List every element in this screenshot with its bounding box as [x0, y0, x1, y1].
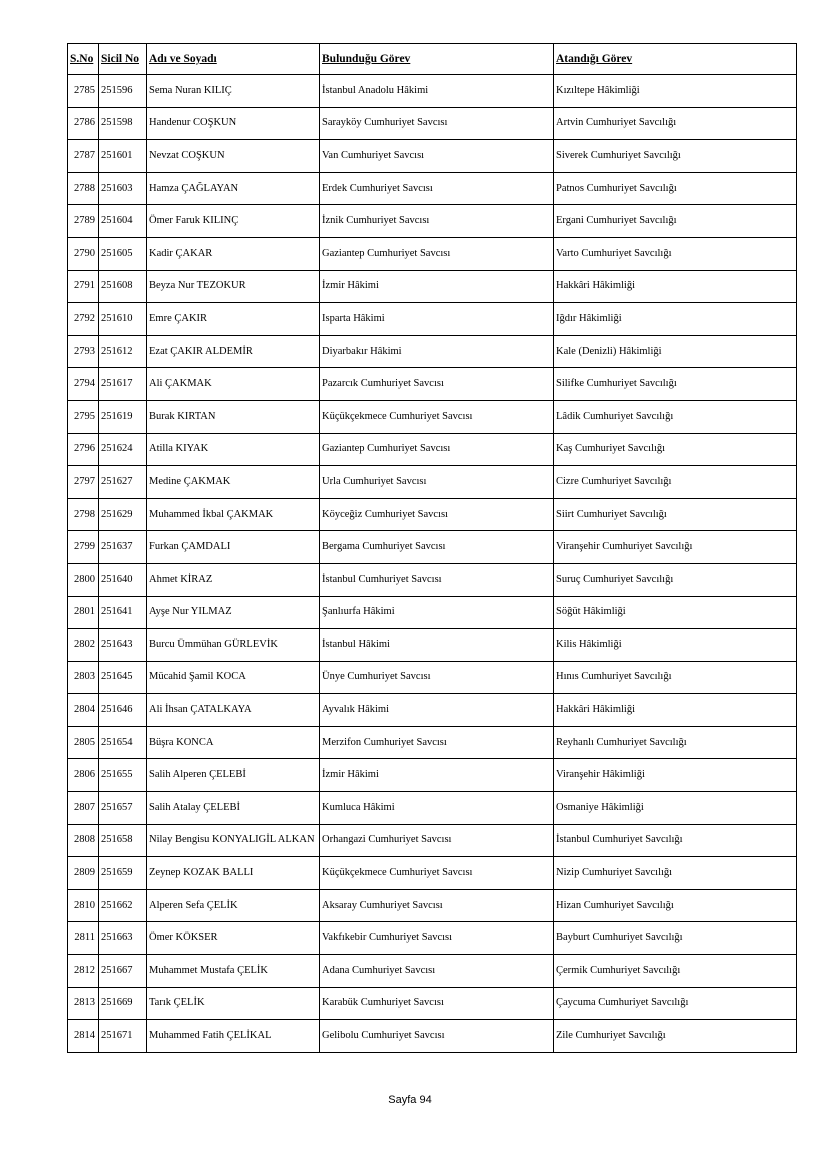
cell-name: Muhammet Mustafa ÇELİK: [147, 955, 320, 988]
cell-name: Ömer Faruk KILINÇ: [147, 205, 320, 238]
cell-sicil-no: 251617: [99, 368, 147, 401]
table-row: [68, 694, 797, 727]
cell-current-post: Van Cumhuriyet Savcısı: [320, 140, 554, 173]
cell-name: Nevzat COŞKUN: [147, 140, 320, 173]
cell-assigned-post: İstanbul Cumhuriyet Savcılığı: [554, 824, 797, 857]
cell-sicil-no: 251601: [99, 140, 147, 173]
table-row: [68, 596, 797, 629]
cell-assigned-post: Ergani Cumhuriyet Savcılığı: [554, 205, 797, 238]
cell-sno: 2790: [68, 237, 99, 270]
cell-current-post: Pazarcık Cumhuriyet Savcısı: [320, 368, 554, 401]
table-row: [68, 303, 797, 336]
cell-assigned-post: Kilis Hâkimliği: [554, 629, 797, 662]
cell-sicil-no: 251596: [99, 75, 147, 108]
cell-sno: 2787: [68, 140, 99, 173]
table-row: [68, 75, 797, 108]
cell-assigned-post: Hakkâri Hâkimliği: [554, 694, 797, 727]
table-row: [68, 726, 797, 759]
cell-sno: 2801: [68, 596, 99, 629]
cell-sno: 2806: [68, 759, 99, 792]
cell-sno: 2809: [68, 857, 99, 890]
cell-sno: 2813: [68, 987, 99, 1020]
table-row: [68, 205, 797, 238]
table-row: [68, 629, 797, 662]
cell-name: Büşra KONCA: [147, 726, 320, 759]
cell-sno: 2800: [68, 563, 99, 596]
cell-name: Ayşe Nur YILMAZ: [147, 596, 320, 629]
cell-name: Zeynep KOZAK BALLI: [147, 857, 320, 890]
cell-name: Burak KIRTAN: [147, 400, 320, 433]
cell-name: Muhammed İkbal ÇAKMAK: [147, 498, 320, 531]
cell-assigned-post: Hakkâri Hâkimliği: [554, 270, 797, 303]
cell-sicil-no: 251610: [99, 303, 147, 336]
cell-sicil-no: 251608: [99, 270, 147, 303]
cell-assigned-post: Bayburt Cumhuriyet Savcılığı: [554, 922, 797, 955]
cell-sicil-no: 251655: [99, 759, 147, 792]
cell-current-post: İzmir Hâkimi: [320, 759, 554, 792]
cell-name: Mücahid Şamil KOCA: [147, 661, 320, 694]
cell-current-post: Adana Cumhuriyet Savcısı: [320, 955, 554, 988]
table-row: [68, 466, 797, 499]
cell-sno: 2794: [68, 368, 99, 401]
cell-name: Alperen Sefa ÇELİK: [147, 889, 320, 922]
table-row: [68, 889, 797, 922]
cell-sno: 2802: [68, 629, 99, 662]
cell-sno: 2798: [68, 498, 99, 531]
cell-assigned-post: Hizan Cumhuriyet Savcılığı: [554, 889, 797, 922]
table-row: [68, 400, 797, 433]
cell-assigned-post: Varto Cumhuriyet Savcılığı: [554, 237, 797, 270]
cell-current-post: Gaziantep Cumhuriyet Savcısı: [320, 237, 554, 270]
cell-assigned-post: Artvin Cumhuriyet Savcılığı: [554, 107, 797, 140]
table-row: [68, 498, 797, 531]
cell-name: Ali ÇAKMAK: [147, 368, 320, 401]
cell-sno: 2788: [68, 172, 99, 205]
cell-current-post: İznik Cumhuriyet Savcısı: [320, 205, 554, 238]
cell-assigned-post: Siverek Cumhuriyet Savcılığı: [554, 140, 797, 173]
table-row: [68, 433, 797, 466]
assignment-table: [67, 43, 797, 1053]
cell-sicil-no: 251619: [99, 400, 147, 433]
table-row: [68, 792, 797, 825]
cell-assigned-post: Kale (Denizli) Hâkimliği: [554, 335, 797, 368]
table-row: [68, 172, 797, 205]
cell-current-post: İstanbul Hâkimi: [320, 629, 554, 662]
cell-assigned-post: Çaycuma Cumhuriyet Savcılığı: [554, 987, 797, 1020]
cell-sicil-no: 251659: [99, 857, 147, 890]
cell-current-post: Ayvalık Hâkimi: [320, 694, 554, 727]
cell-current-post: Köyceğiz Cumhuriyet Savcısı: [320, 498, 554, 531]
cell-assigned-post: Kaş Cumhuriyet Savcılığı: [554, 433, 797, 466]
cell-sno: 2791: [68, 270, 99, 303]
cell-sicil-no: 251604: [99, 205, 147, 238]
page-number: Sayfa 94: [388, 1094, 432, 1106]
cell-name: Salih Alperen ÇELEBİ: [147, 759, 320, 792]
cell-sno: 2799: [68, 531, 99, 564]
cell-current-post: Aksaray Cumhuriyet Savcısı: [320, 889, 554, 922]
cell-sicil-no: 251669: [99, 987, 147, 1020]
cell-name: Ali İhsan ÇATALKAYA: [147, 694, 320, 727]
cell-assigned-post: Siirt Cumhuriyet Savcılığı: [554, 498, 797, 531]
cell-current-post: Şanlıurfa Hâkimi: [320, 596, 554, 629]
cell-current-post: Erdek Cumhuriyet Savcısı: [320, 172, 554, 205]
table-row: [68, 237, 797, 270]
cell-sicil-no: 251612: [99, 335, 147, 368]
cell-sno: 2796: [68, 433, 99, 466]
cell-assigned-post: Cizre Cumhuriyet Savcılığı: [554, 466, 797, 499]
table-header: [68, 44, 797, 75]
cell-current-post: Ünye Cumhuriyet Savcısı: [320, 661, 554, 694]
cell-current-post: Küçükçekmece Cumhuriyet Savcısı: [320, 400, 554, 433]
cell-sicil-no: 251657: [99, 792, 147, 825]
cell-current-post: Sarayköy Cumhuriyet Savcısı: [320, 107, 554, 140]
cell-sno: 2793: [68, 335, 99, 368]
header-current-post: Bulunduğu Görev: [320, 44, 554, 75]
cell-sicil-no: 251627: [99, 466, 147, 499]
cell-name: Nilay Bengisu KONYALIGİL ALKAN: [147, 824, 320, 857]
cell-assigned-post: Silifke Cumhuriyet Savcılığı: [554, 368, 797, 401]
table-body: [68, 75, 797, 1053]
cell-current-post: Orhangazi Cumhuriyet Savcısı: [320, 824, 554, 857]
table-row: [68, 335, 797, 368]
cell-sno: 2803: [68, 661, 99, 694]
cell-name: Ezat ÇAKIR ALDEMİR: [147, 335, 320, 368]
header-sno: S.No: [68, 44, 99, 75]
cell-name: Burcu Ümmühan GÜRLEVİK: [147, 629, 320, 662]
cell-sicil-no: 251629: [99, 498, 147, 531]
cell-name: Handenur COŞKUN: [147, 107, 320, 140]
table-row: [68, 824, 797, 857]
cell-sno: 2808: [68, 824, 99, 857]
cell-name: Ahmet KİRAZ: [147, 563, 320, 596]
cell-name: Atilla KIYAK: [147, 433, 320, 466]
cell-sno: 2807: [68, 792, 99, 825]
cell-name: Hamza ÇAĞLAYAN: [147, 172, 320, 205]
cell-assigned-post: Nizip Cumhuriyet Savcılığı: [554, 857, 797, 890]
cell-sicil-no: 251603: [99, 172, 147, 205]
cell-sno: 2804: [68, 694, 99, 727]
cell-sicil-no: 251646: [99, 694, 147, 727]
table-row: [68, 1020, 797, 1053]
cell-name: Kadir ÇAKAR: [147, 237, 320, 270]
cell-sicil-no: 251663: [99, 922, 147, 955]
table-row: [68, 563, 797, 596]
header-assigned-post: Atandığı Görev: [554, 44, 797, 75]
cell-sno: 2812: [68, 955, 99, 988]
cell-current-post: İstanbul Cumhuriyet Savcısı: [320, 563, 554, 596]
cell-current-post: Urla Cumhuriyet Savcısı: [320, 466, 554, 499]
cell-name: Beyza Nur TEZOKUR: [147, 270, 320, 303]
cell-assigned-post: Hınıs Cumhuriyet Savcılığı: [554, 661, 797, 694]
cell-sicil-no: 251654: [99, 726, 147, 759]
cell-name: Sema Nuran KILIÇ: [147, 75, 320, 108]
cell-current-post: Merzifon Cumhuriyet Savcısı: [320, 726, 554, 759]
cell-sno: 2789: [68, 205, 99, 238]
cell-current-post: Gelibolu Cumhuriyet Savcısı: [320, 1020, 554, 1053]
cell-assigned-post: Kızıltepe Hâkimliği: [554, 75, 797, 108]
cell-sno: 2811: [68, 922, 99, 955]
cell-sno: 2785: [68, 75, 99, 108]
cell-assigned-post: Zile Cumhuriyet Savcılığı: [554, 1020, 797, 1053]
table-row: [68, 661, 797, 694]
cell-sicil-no: 251605: [99, 237, 147, 270]
cell-sicil-no: 251641: [99, 596, 147, 629]
table-row: [68, 955, 797, 988]
cell-name: Ömer KÖKSER: [147, 922, 320, 955]
cell-name: Tarık ÇELİK: [147, 987, 320, 1020]
cell-current-post: Kumluca Hâkimi: [320, 792, 554, 825]
cell-assigned-post: Reyhanlı Cumhuriyet Savcılığı: [554, 726, 797, 759]
table-row: [68, 759, 797, 792]
cell-current-post: Isparta Hâkimi: [320, 303, 554, 336]
header-sicil-no: Sicil No: [99, 44, 147, 75]
cell-assigned-post: Patnos Cumhuriyet Savcılığı: [554, 172, 797, 205]
cell-sno: 2795: [68, 400, 99, 433]
cell-name: Emre ÇAKIR: [147, 303, 320, 336]
cell-sicil-no: 251645: [99, 661, 147, 694]
cell-current-post: Bergama Cumhuriyet Savcısı: [320, 531, 554, 564]
cell-sicil-no: 251658: [99, 824, 147, 857]
cell-sno: 2797: [68, 466, 99, 499]
cell-sicil-no: 251643: [99, 629, 147, 662]
cell-assigned-post: Çermik Cumhuriyet Savcılığı: [554, 955, 797, 988]
cell-sno: 2792: [68, 303, 99, 336]
cell-sicil-no: 251637: [99, 531, 147, 564]
table-row: [68, 531, 797, 564]
cell-sicil-no: 251624: [99, 433, 147, 466]
cell-assigned-post: Suruç Cumhuriyet Savcılığı: [554, 563, 797, 596]
cell-sno: 2786: [68, 107, 99, 140]
cell-name: Furkan ÇAMDALI: [147, 531, 320, 564]
header-name: Adı ve Soyadı: [147, 44, 320, 75]
cell-assigned-post: Lâdik Cumhuriyet Savcılığı: [554, 400, 797, 433]
table-row: [68, 922, 797, 955]
cell-sicil-no: 251667: [99, 955, 147, 988]
table-row: [68, 140, 797, 173]
cell-sicil-no: 251598: [99, 107, 147, 140]
cell-current-post: Karabük Cumhuriyet Savcısı: [320, 987, 554, 1020]
table-row: [68, 107, 797, 140]
cell-sno: 2805: [68, 726, 99, 759]
cell-current-post: Vakfıkebir Cumhuriyet Savcısı: [320, 922, 554, 955]
cell-current-post: Gaziantep Cumhuriyet Savcısı: [320, 433, 554, 466]
cell-assigned-post: Viranşehir Cumhuriyet Savcılığı: [554, 531, 797, 564]
cell-name: Medine ÇAKMAK: [147, 466, 320, 499]
table-row: [68, 270, 797, 303]
cell-sno: 2814: [68, 1020, 99, 1053]
cell-name: Muhammed Fatih ÇELİKAL: [147, 1020, 320, 1053]
cell-current-post: Diyarbakır Hâkimi: [320, 335, 554, 368]
cell-assigned-post: Iğdır Hâkimliği: [554, 303, 797, 336]
table-row: [68, 987, 797, 1020]
cell-sicil-no: 251671: [99, 1020, 147, 1053]
cell-sno: 2810: [68, 889, 99, 922]
table-row: [68, 368, 797, 401]
cell-sicil-no: 251662: [99, 889, 147, 922]
cell-assigned-post: Osmaniye Hâkimliği: [554, 792, 797, 825]
cell-current-post: İstanbul Anadolu Hâkimi: [320, 75, 554, 108]
cell-sicil-no: 251640: [99, 563, 147, 596]
cell-current-post: İzmir Hâkimi: [320, 270, 554, 303]
cell-assigned-post: Söğüt Hâkimliği: [554, 596, 797, 629]
header-row: [68, 44, 797, 75]
cell-assigned-post: Viranşehir Hâkimliği: [554, 759, 797, 792]
cell-current-post: Küçükçekmece Cumhuriyet Savcısı: [320, 857, 554, 890]
cell-name: Salih Atalay ÇELEBİ: [147, 792, 320, 825]
table-row: [68, 857, 797, 890]
